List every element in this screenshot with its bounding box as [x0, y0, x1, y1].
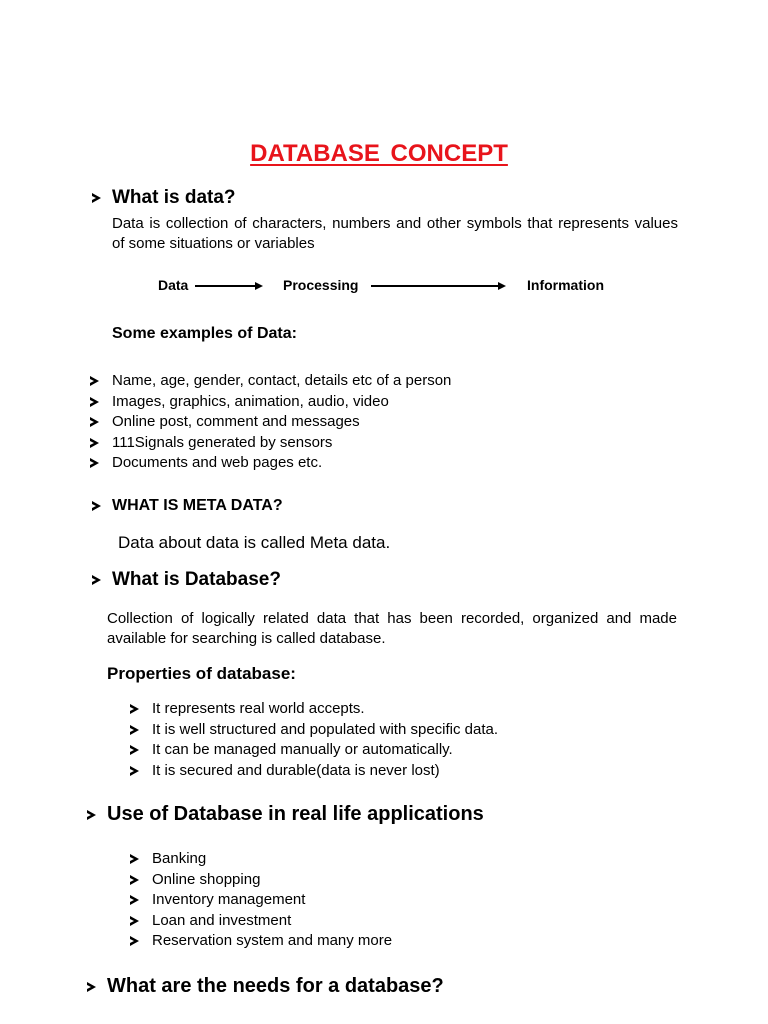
bullet-arrow-icon	[130, 725, 139, 735]
bullet-arrow-icon	[130, 704, 139, 714]
database-uses-list	[130, 849, 392, 952]
list-item: It represents real world accepts.	[130, 699, 498, 720]
bullet-arrow-icon	[90, 417, 99, 427]
arrow-right-icon	[498, 282, 506, 290]
meta-data-definition: Data about data is called Meta data.	[118, 533, 391, 552]
arrow-right-icon	[255, 282, 263, 290]
bullet-arrow-icon	[87, 982, 96, 992]
bullet-arrow-icon	[92, 575, 101, 585]
list-item: Documents and web pages etc.	[90, 453, 451, 474]
bullet-arrow-icon	[92, 501, 101, 511]
properties-heading: Properties of database:	[107, 664, 296, 683]
bullet-arrow-icon	[90, 438, 99, 448]
page-title: DATABASE CONCEPT	[250, 140, 508, 167]
flow-arrow-line	[195, 285, 255, 287]
bullet-arrow-icon	[130, 854, 139, 864]
bullet-arrow-icon	[130, 916, 139, 926]
bullet-arrow-icon	[130, 745, 139, 755]
list-item: 111Signals generated by sensors	[90, 433, 451, 454]
list-item: It is well structured and populated with specific data.	[130, 720, 498, 741]
examples-heading: Some examples of Data:	[112, 325, 297, 342]
data-examples-list	[90, 371, 451, 474]
database-definition: Collection of logically related data that has been recorded, organized and made available for searching is called database.	[107, 610, 677, 647]
flow-label-data: Data	[158, 277, 189, 293]
bullet-arrow-icon	[92, 193, 101, 203]
section-heading-what-is-data: What is data?	[112, 187, 236, 208]
section-heading-uses: Use of Database in real life applications	[107, 803, 484, 825]
list-item: Reservation system and many more	[130, 931, 392, 952]
list-item: Images, graphics, animation, audio, video	[90, 392, 451, 413]
section-heading-what-is-database: What is Database?	[112, 569, 281, 590]
flow-label-processing: Processing	[283, 277, 359, 293]
bullet-arrow-icon	[130, 936, 139, 946]
database-properties-list	[130, 699, 498, 781]
list-item: It can be managed manually or automatically.	[130, 740, 498, 761]
list-item: Loan and investment	[130, 911, 392, 932]
list-item: Online post, comment and messages	[90, 412, 451, 433]
data-definition: Data is collection of characters, numbers and other symbols that represents values of some situations or variables	[112, 215, 678, 252]
bullet-arrow-icon	[130, 766, 139, 776]
list-item: Name, age, gender, contact, details etc of a person	[90, 371, 451, 392]
section-heading-needs: What are the needs for a database?	[107, 975, 444, 997]
list-item: Online shopping	[130, 870, 392, 891]
bullet-arrow-icon	[130, 875, 139, 885]
bullet-arrow-icon	[90, 376, 99, 386]
flow-arrow-line	[371, 285, 498, 287]
section-heading-meta-data: WHAT IS META DATA?	[112, 497, 283, 514]
bullet-arrow-icon	[87, 810, 96, 820]
list-item: Banking	[130, 849, 392, 870]
list-item: Inventory management	[130, 890, 392, 911]
list-item: It is secured and durable(data is never lost)	[130, 761, 498, 782]
bullet-arrow-icon	[130, 895, 139, 905]
bullet-arrow-icon	[90, 458, 99, 468]
flow-label-information: Information	[527, 277, 604, 293]
bullet-arrow-icon	[90, 397, 99, 407]
